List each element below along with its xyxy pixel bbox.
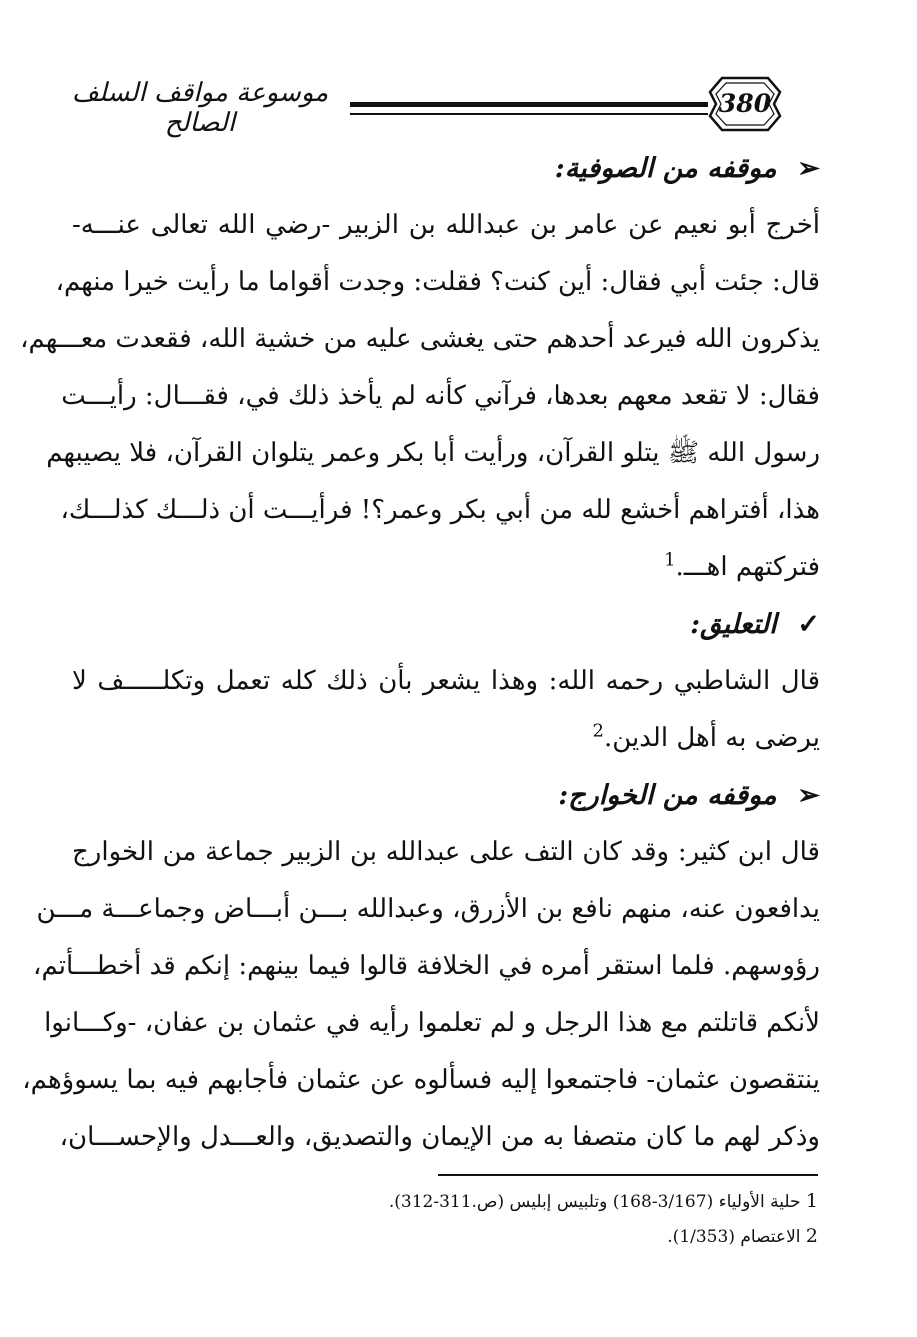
text-line: هذا، أفتراهم أخشع لله من أبي بكر وعمر؟! فرأيـــت أن ذلـــك كذلـــك، (60, 495, 820, 525)
text-line: ينتقصون عثمان- فاجتمعوا إليه فسألوه عن عثمان فأجابهم فيه بما يسوؤهم، (22, 1065, 820, 1095)
paragraph-sufism (20, 197, 820, 596)
footnote-item (72, 1184, 818, 1219)
section-heading-khawarij (72, 767, 820, 824)
footnote-item (72, 1219, 818, 1254)
footnote-number: 1 (805, 1190, 818, 1212)
footnote-ref[interactable]: 1 (664, 549, 676, 571)
footnote-number: 2 (805, 1225, 818, 1247)
text-line: رؤوسهم. فلما استقر أمره في الخلافة قالوا فيما بينهم: إنكم قد أخطـــأتم، (33, 951, 820, 981)
text-line-last (72, 539, 820, 596)
text-line: يذكرون الله فيرعد أحدهم حتى يغشى عليه من خشية الله، فقعدت معـــهم، (20, 324, 820, 354)
footnotes (72, 1184, 818, 1254)
text-line: قال: جئت أبي فقال: أين كنت؟ فقلت: وجدت أقواما ما رأيت خيرا منهم، (55, 267, 820, 297)
main-content (20, 140, 820, 1166)
text-line: قال ابن كثير: وقد كان التف على عبدالله بن الزبير جماعة من الخوارج (72, 837, 820, 867)
text-fragment: فتركتهم اهـــ. (675, 552, 820, 582)
section-heading-sufism (72, 140, 820, 197)
header-rule-thin (350, 113, 708, 115)
checkmark-bullet-icon: ✓ (797, 609, 820, 640)
page-number: 380 (718, 89, 772, 118)
heading-text: موقفه من الخوارج: (558, 780, 777, 811)
page-header (60, 72, 820, 136)
text-line: لأنكم قاتلتم مع هذا الرجل و لم تعلموا رأيه في عثمان بن عفان، -وكـــانوا (44, 1008, 820, 1038)
footnote-divider (438, 1174, 818, 1176)
footnote-text: الاعتصام (1/353). (667, 1227, 801, 1247)
arrow-bullet-icon: ➢ (797, 153, 820, 184)
text-line: أخرج أبو نعيم عن عامر بن عبدالله بن الزبير -رضي الله تعالى عنـــه- (72, 210, 820, 240)
footnote-ref[interactable]: 2 (592, 720, 604, 742)
paragraph-khawarij (22, 824, 820, 1166)
text-fragment: يرضى به أهل الدين. (603, 723, 820, 753)
arrow-bullet-icon: ➢ (797, 780, 820, 811)
paragraph-commentary (72, 653, 820, 767)
page-number-frame (708, 74, 782, 134)
section-heading-commentary (72, 596, 820, 653)
text-line: رسول الله ﷺ يتلو القرآن، ورأيت أبا بكر وعمر يتلوان القرآن، فلا يصيبهم (46, 438, 820, 468)
series-title: موسوعة مواقف السلف الصالح (71, 78, 329, 138)
text-line: فقال: لا تقعد معهم بعدها، فرآني كأنه لم يأخذ ذلك في، فقـــال: رأيـــت (61, 381, 820, 411)
footnote-text: حلية الأولياء (3/167-168) وتلبيس إبليس (ص.311-312). (388, 1192, 801, 1212)
heading-text: التعليق: (690, 609, 777, 640)
text-line: قال الشاطبي رحمه الله: وهذا يشعر بأن ذلك كله تعمل وتكلـــــف لا (72, 666, 820, 696)
text-line: يدافعون عنه، منهم نافع بن الأزرق، وعبدالله بـــن أبـــاض وجماعـــة مـــن (36, 894, 820, 924)
text-line-last (72, 710, 820, 767)
text-line: وذكر لهم ما كان متصفا به من الإيمان والتصديق، والعـــدل والإحســـان، (59, 1122, 820, 1152)
heading-text: موقفه من الصوفية: (554, 153, 777, 184)
header-rule (350, 102, 708, 107)
